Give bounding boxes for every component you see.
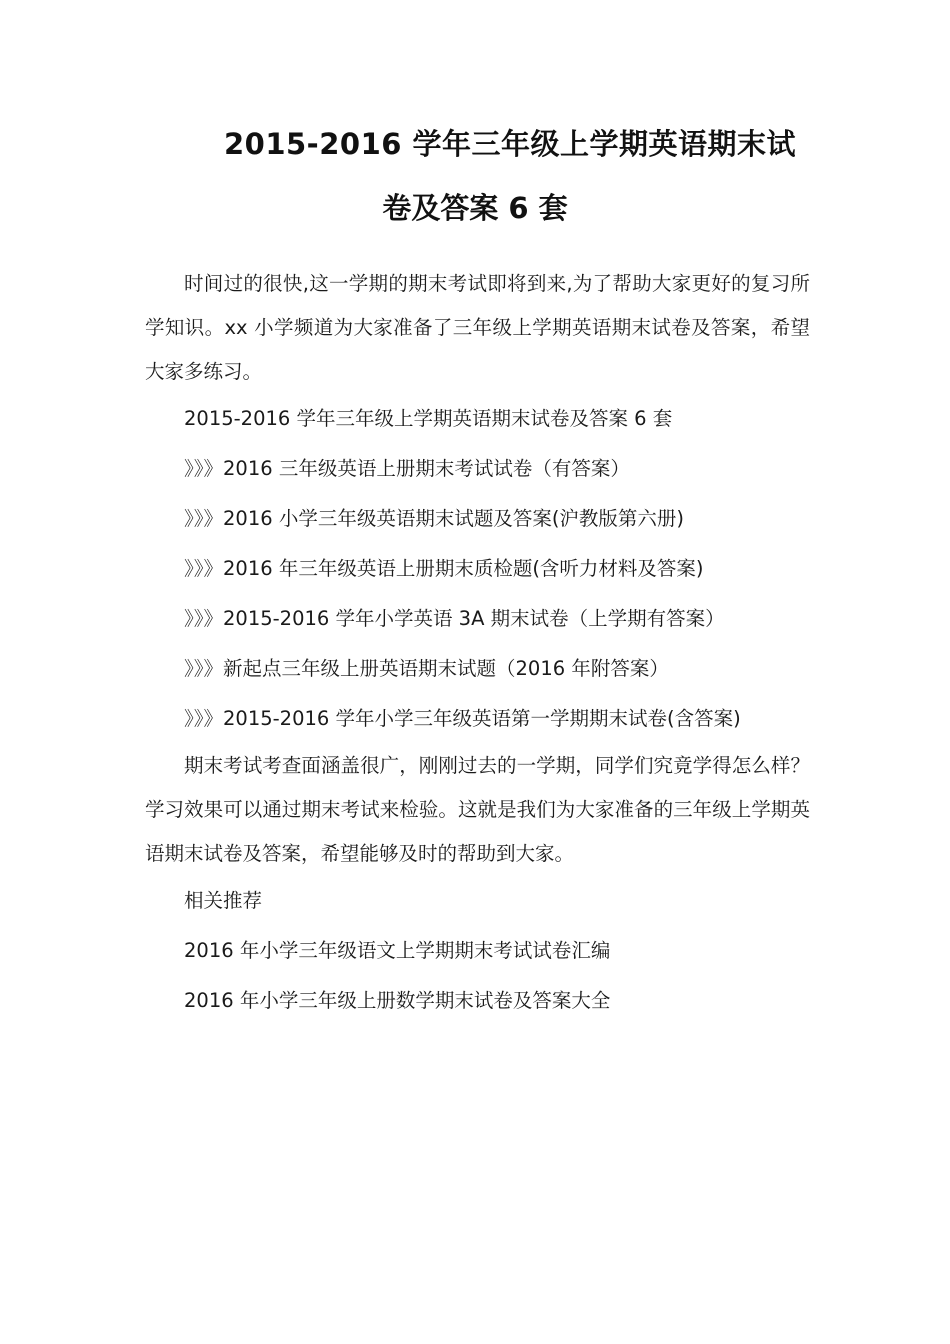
related-link-1[interactable]: 2016 年小学三年级语文上学期期末考试试卷汇编 xyxy=(184,939,611,962)
related-heading: 相关推荐 xyxy=(184,889,263,912)
link-item-6[interactable]: 》》》2015-2016 学年小学三年级英语第一学期期末试卷(含答案) xyxy=(184,707,741,730)
closing-paragraph: 期末考试考查面涵盖很广，刚刚过去的一学期，同学们究竟学得怎么样？学习效果可以通过期末考试来检验。这就是我们为大家准备的三年级上学期英语期末试卷及答案，希望能够及时的帮助到大家。 xyxy=(145,754,810,865)
document-body xyxy=(145,262,810,1026)
title-line-1: 2015-2016 学年三年级上学期英语期末试 xyxy=(223,127,797,161)
link-item-2[interactable]: 》》》2016 小学三年级英语期末试题及答案(沪教版第六册) xyxy=(184,507,685,530)
link-item-5[interactable]: 》》》新起点三年级上册英语期末试题（2016 年附答案） xyxy=(184,657,669,680)
link-item-3[interactable]: 》》》2016 年三年级英语上册期末质检题(含听力材料及答案) xyxy=(184,557,704,580)
link-item-1[interactable]: 》》》2016 三年级英语上册期末考试试卷（有答案） xyxy=(184,457,630,480)
title-line-2: 卷及答案 6 套 xyxy=(382,191,568,225)
intro-paragraph: 时间过的很快,这一学期的期末考试即将到来,为了帮助大家更好的复习所学知识。xx 小学频道为大家准备了三年级上学期英语期末试卷及答案，希望大家多练习。 xyxy=(145,272,810,383)
link-item-4[interactable]: 》》》2015-2016 学年小学英语 3A 期末试卷（上学期有答案） xyxy=(184,607,725,630)
document-title xyxy=(145,112,805,240)
related-link-2[interactable]: 2016 年小学三年级上册数学期末试卷及答案大全 xyxy=(184,989,611,1012)
subtitle-paragraph: 2015-2016 学年三年级上学期英语期末试卷及答案 6 套 xyxy=(184,407,673,430)
